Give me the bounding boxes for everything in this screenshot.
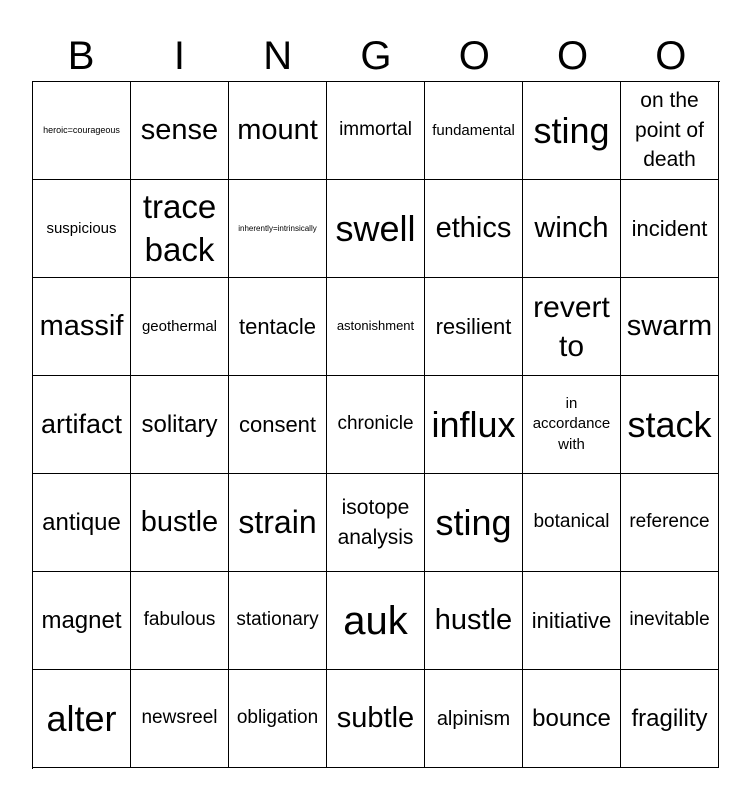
bingo-cell-r4-c0: antique (33, 474, 131, 572)
bingo-cell-r4-c4: sting (425, 474, 523, 572)
bingo-cell-r3-c2: consent (229, 376, 327, 474)
header-letter-o1: O (458, 34, 490, 78)
bingo-cell-r5-c4: hustle (425, 572, 523, 670)
header-letter-g: G (360, 34, 392, 78)
bingo-cell-r6-c1: newsreel (131, 670, 229, 768)
bingo-cell-r0-c1: sense (131, 82, 229, 180)
bingo-cell-r1-c3: swell (327, 180, 425, 278)
bingo-cell-r4-c5: botanical (523, 474, 621, 572)
bingo-cell-r4-c3: isotope analysis (327, 474, 425, 572)
bingo-cell-r1-c2: inherently=intrinsically (229, 180, 327, 278)
bingo-cell-r3-c5: in accordance with (523, 376, 621, 474)
bingo-cell-r3-c6: stack (621, 376, 719, 474)
bingo-cell-r6-c5: bounce (523, 670, 621, 768)
bingo-cell-r4-c2: strain (229, 474, 327, 572)
bingo-cell-r2-c0: massif (33, 278, 131, 376)
bingo-cell-r2-c2: tentacle (229, 278, 327, 376)
bingo-cell-r1-c4: ethics (425, 180, 523, 278)
bingo-cell-r5-c5: initiative (523, 572, 621, 670)
bingo-cell-r3-c0: artifact (33, 376, 131, 474)
bingo-cell-r0-c0: heroic=courageous (33, 82, 131, 180)
bingo-cell-r2-c4: resilient (425, 278, 523, 376)
bingo-cell-r1-c1: trace back (131, 180, 229, 278)
bingo-cell-r3-c4: influx (425, 376, 523, 474)
bingo-cell-r3-c3: chronicle (327, 376, 425, 474)
bingo-cell-r5-c0: magnet (33, 572, 131, 670)
bingo-cell-r3-c1: solitary (131, 376, 229, 474)
bingo-cell-r5-c1: fabulous (131, 572, 229, 670)
bingo-cell-r6-c6: fragility (621, 670, 719, 768)
bingo-cell-r1-c5: winch (523, 180, 621, 278)
bingo-cell-r0-c3: immortal (327, 82, 425, 180)
header-letter-i: I (173, 34, 185, 78)
bingo-cell-r0-c4: fundamental (425, 82, 523, 180)
bingo-board (32, 81, 720, 769)
bingo-cell-r1-c0: suspicious (33, 180, 131, 278)
bingo-cell-r2-c3: astonishment (327, 278, 425, 376)
bingo-cell-r2-c6: swarm (621, 278, 719, 376)
bingo-cell-r0-c5: sting (523, 82, 621, 180)
bingo-cell-r6-c3: subtle (327, 670, 425, 768)
bingo-cell-r4-c6: reference (621, 474, 719, 572)
header-letter-o2: O (557, 34, 589, 78)
bingo-cell-r5-c3: auk (327, 572, 425, 670)
bingo-cell-r2-c5: revert to (523, 278, 621, 376)
header-letter-n: N (263, 34, 293, 78)
bingo-cell-r6-c2: obligation (229, 670, 327, 768)
header-letter-b: B (67, 34, 95, 78)
bingo-header (32, 30, 720, 82)
bingo-cell-r5-c6: inevitable (621, 572, 719, 670)
bingo-cell-r1-c6: incident (621, 180, 719, 278)
bingo-cell-r2-c1: geothermal (131, 278, 229, 376)
header-letter-o3: O (655, 34, 687, 78)
bingo-cell-r6-c4: alpinism (425, 670, 523, 768)
bingo-cell-r6-c0: alter (33, 670, 131, 768)
bingo-cell-r4-c1: bustle (131, 474, 229, 572)
bingo-cell-r0-c6: on the point of death (621, 82, 719, 180)
bingo-cell-r5-c2: stationary (229, 572, 327, 670)
bingo-cell-r0-c2: mount (229, 82, 327, 180)
